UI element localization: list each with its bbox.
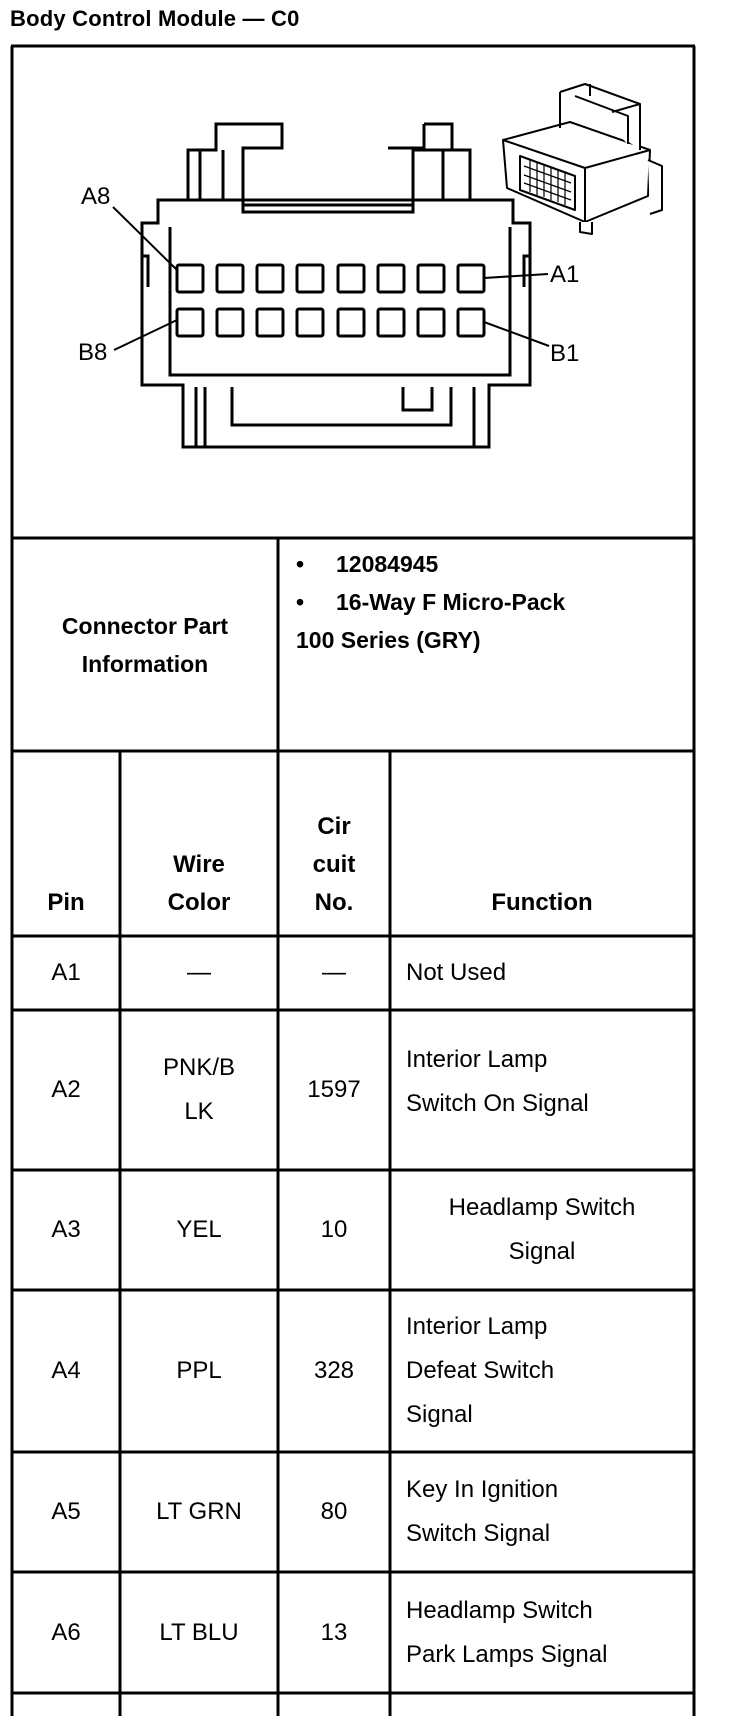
row-a4-circuit: 328 — [313, 1357, 355, 1384]
row-a6-circuit: 13 — [320, 1618, 348, 1646]
row-a2-circuit: 1597 — [307, 1076, 361, 1103]
pin-label-a1: A1 — [550, 261, 580, 288]
connector-part-details — [296, 545, 686, 659]
row-a1-circuit: — — [322, 959, 346, 986]
description-line1: 16-Way F Micro-Pack — [336, 589, 566, 615]
description-line2: 100 Series (GRY) — [296, 627, 481, 653]
header-pin: Pin — [47, 889, 85, 916]
row-a2-wire-color: PNK/B LK — [162, 1054, 236, 1125]
pin-label-a8: A8 — [81, 183, 111, 210]
row-a5-wire-color: LT GRN — [156, 1498, 242, 1525]
row-a6-function: Headlamp Switch Park Lamps Signal — [406, 1596, 608, 1668]
row-a5-function: Key In Ignition Switch Signal — [406, 1476, 559, 1547]
header-wire-color: Wire Color — [167, 851, 231, 916]
row-a3-circuit: 10 — [320, 1216, 348, 1243]
bullet-1: • — [296, 551, 305, 577]
connector-3d-icon — [503, 84, 662, 234]
row-a5-circuit: 80 — [320, 1498, 348, 1525]
row-a4-function: Interior Lamp Defeat Switch Signal — [406, 1313, 555, 1428]
row-a3-wire-color: YEL — [176, 1216, 222, 1243]
header-function: Function — [491, 889, 593, 916]
description-row — [296, 583, 686, 621]
row-a3-function: Headlamp Switch Signal — [448, 1194, 636, 1265]
row-a2-pin: A2 — [51, 1076, 81, 1103]
row-a5-pin: A5 — [51, 1498, 81, 1525]
header-circuit-no: Cir cuit No. — [312, 813, 356, 916]
row-a6-pin: A6 — [51, 1618, 81, 1646]
row-a1-function: Not Used — [406, 959, 507, 986]
page-title: Body Control Module — C0 — [10, 6, 300, 31]
pin-label-b8: B8 — [78, 339, 108, 366]
bullet-2: • — [296, 589, 305, 615]
part-number-row — [296, 545, 686, 583]
row-a6-wire-color: LT BLU — [159, 1618, 239, 1646]
description-row-2 — [296, 621, 686, 659]
pin-label-b1: B1 — [550, 340, 580, 367]
part-number: 12084945 — [336, 551, 439, 577]
row-a4-pin: A4 — [51, 1357, 81, 1384]
row-a1-pin: A1 — [51, 959, 81, 986]
row-a4-wire-color: PPL — [176, 1357, 222, 1384]
connector-part-information-label: Connector Part Information — [61, 612, 229, 677]
row-a1-wire-color: — — [187, 959, 211, 986]
row-a3-pin: A3 — [51, 1216, 81, 1243]
row-a2-function: Interior Lamp Switch On Signal — [406, 1046, 589, 1117]
